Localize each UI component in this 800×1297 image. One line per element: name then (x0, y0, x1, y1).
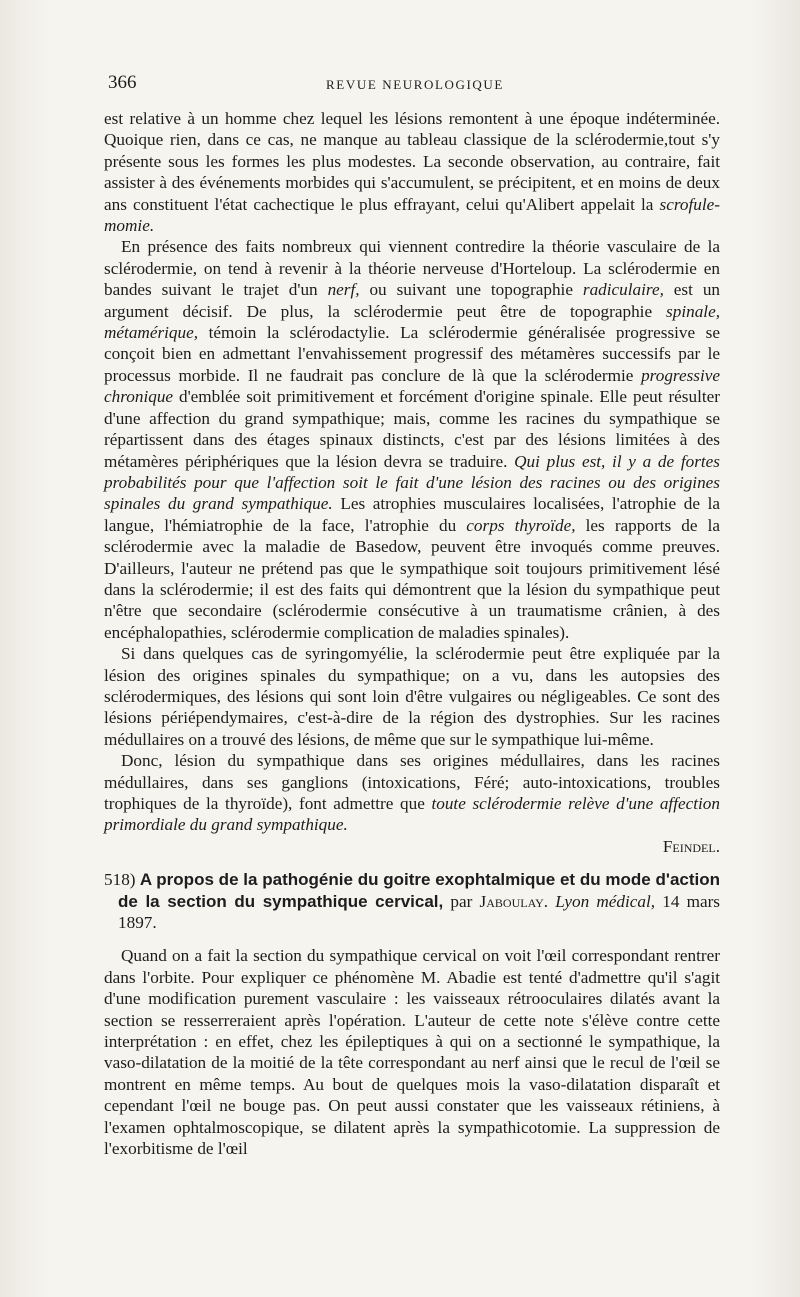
italic-conclusion: toute sclérodermie relève d'une affection primordiale du grand sympathique. (104, 794, 720, 835)
article-date: 14 mars 1897. (118, 891, 720, 933)
italic-sentence: Qui plus est, il y a de fortes probabilités pour que l'affection soit le fait d'une lésion des racines ou des origines spinales du grand sympathique. (104, 451, 720, 514)
paragraph-5 (104, 945, 720, 1159)
italic-term: spinale, métamérique, (104, 301, 720, 343)
article-by: par (443, 891, 480, 911)
article-heading (104, 869, 720, 933)
paragraph-text: Si dans quelques cas de syringomyélie, la sclérodermie peut être expliquée par la lésion des origines spinales du sympathique; on a vu, dans les autopsies des sclérodermiques, des lésions qui sont loin d'être vulgaires ou négligeables. Ce sont des lésions périépendymaires, c'est-à-dire de la région des dystrophies. Sur les racines médullaires on a trouvé des lésions, de même que sur le sympathique lui-même. (104, 644, 720, 749)
paragraph-text: d'emblée soit primitivement et forcément d'origine spinale. Elle peut résulter d'une affection du grand sympathique; mais, comme les racines du sympathique se répartissent dans des étages spinaux distincts, c'est par des lésions limitées à des métamères périphériques que la lésion devra se traduire. (104, 387, 720, 471)
paragraph-1 (104, 108, 720, 236)
paragraph-text: est relative à un homme chez lequel les lésions remontent à une époque indéterminée. Quoique rien, dans ce cas, ne manque au tableau classique de la sclérodermie,tout s'y présente sous les formes les plus modestes. La seconde observation, au contraire, fait assister à des événements morbides qui s'accumulent, se précipitent, et en moins de deux ans constituent l'état cachectique le plus effrayant, celui qu'Alibert appelait la (104, 109, 720, 214)
paragraph-text: En présence des faits nombreux qui viennent contredire la théorie vasculaire de la sclérodermie, on tend à revenir à la théorie nerveuse d'Horteloup. La sclérodermie en bandes suivant le trajet d'un (104, 237, 720, 300)
page-header (0, 72, 800, 102)
paragraph-text: témoin la sclérodactylie. La sclérodermie généralisée progressive se conçoit bien en admettant l'envahissement progressif des métamères successifs par le processus morbide. Il ne faudrait pas conclure de là que la sclérodermie (104, 323, 720, 385)
article-journal: Lyon médical, (555, 891, 656, 911)
paragraph-text: les rapports de la sclérodermie avec la maladie de Basedow, peuvent être invoqués comme preuves. D'ailleurs, l'auteur ne prétend pas que le sympathique soit toujours primitivement lésé dans la sclérodermie; il est des faits qui démontrent que la lésion du sympathique peut n'être que secondaire (sclérodermie consécutive à un traumatisme crânien, à des encéphalopathies, sclérodermie complication de maladies spinales). (104, 515, 720, 642)
italic-term: radiculaire, (582, 280, 664, 300)
paragraph-3 (104, 643, 720, 750)
section-gap (104, 857, 720, 869)
paragraph-text: Les atrophies musculaires localisées, l'atrophie de la langue, l'hémiatrophie de la face, l'atrophie du (104, 494, 720, 535)
article-number: 518) (104, 870, 136, 890)
paragraph-text: est un argument décisif. De plus, la sclérodermie peut être de topographie (104, 280, 721, 321)
running-title: REVUE NEUROLOGIQUE (326, 77, 504, 92)
italic-term: scrofule-momie. (104, 194, 720, 236)
paragraph-2 (104, 236, 720, 643)
paragraph-text: ou suivant une topographie (359, 280, 583, 300)
page-number: 366 (108, 72, 137, 93)
italic-term: progressive chronique (104, 365, 720, 407)
review-signature: Feindel. (662, 836, 720, 856)
paragraph-4 (104, 750, 720, 857)
article-author: Jaboulay. (479, 891, 549, 911)
paragraph-text: Quand on a fait la section du sympathique cervical on voit l'œil correspondant rentrer dans l'orbite. Pour expliquer ce phénomène M. Abadie est tenté d'admettre qu'il s'agit d'une modification purement vasculaire : les vaisseaux rétrooculaires dilatés avant la section se resserreraient après l'opération. L'auteur de cette note s'élève contre cette interprétation : en effet, chez les épileptiques à qui on a sectionné le sympathique, la vaso-dilatation de la moitié de la tête correspondant au nerf ainsi que le recul de l'œil se montrent en même temps. Au bout de quelques mois la vaso-dilatation disparaît et cependant l'œil ne bouge pas. On peut aussi constater que les vaisseaux rétiniens, à l'examen ophtalmoscopique, se dilatent après la sympathicotomie. La suppression de l'exorbitisme de l'œil (104, 946, 720, 1159)
paragraph-text: Donc, lésion du sympathique dans ses origines médullaires, dans les racines médullaires, dans ses ganglions (intoxications, Féré; auto-intoxications, troubles trophiques de la thyroïde), font admettre que (104, 751, 720, 813)
article-title: A propos de la pathogénie du goitre exophtalmique et du mode d'action de la section du sympathique cervical, (118, 870, 721, 911)
section-gap (104, 933, 720, 945)
italic-term: corps thyroïde, (466, 515, 576, 535)
body-text (104, 108, 720, 1160)
italic-term: nerf, (327, 280, 360, 300)
